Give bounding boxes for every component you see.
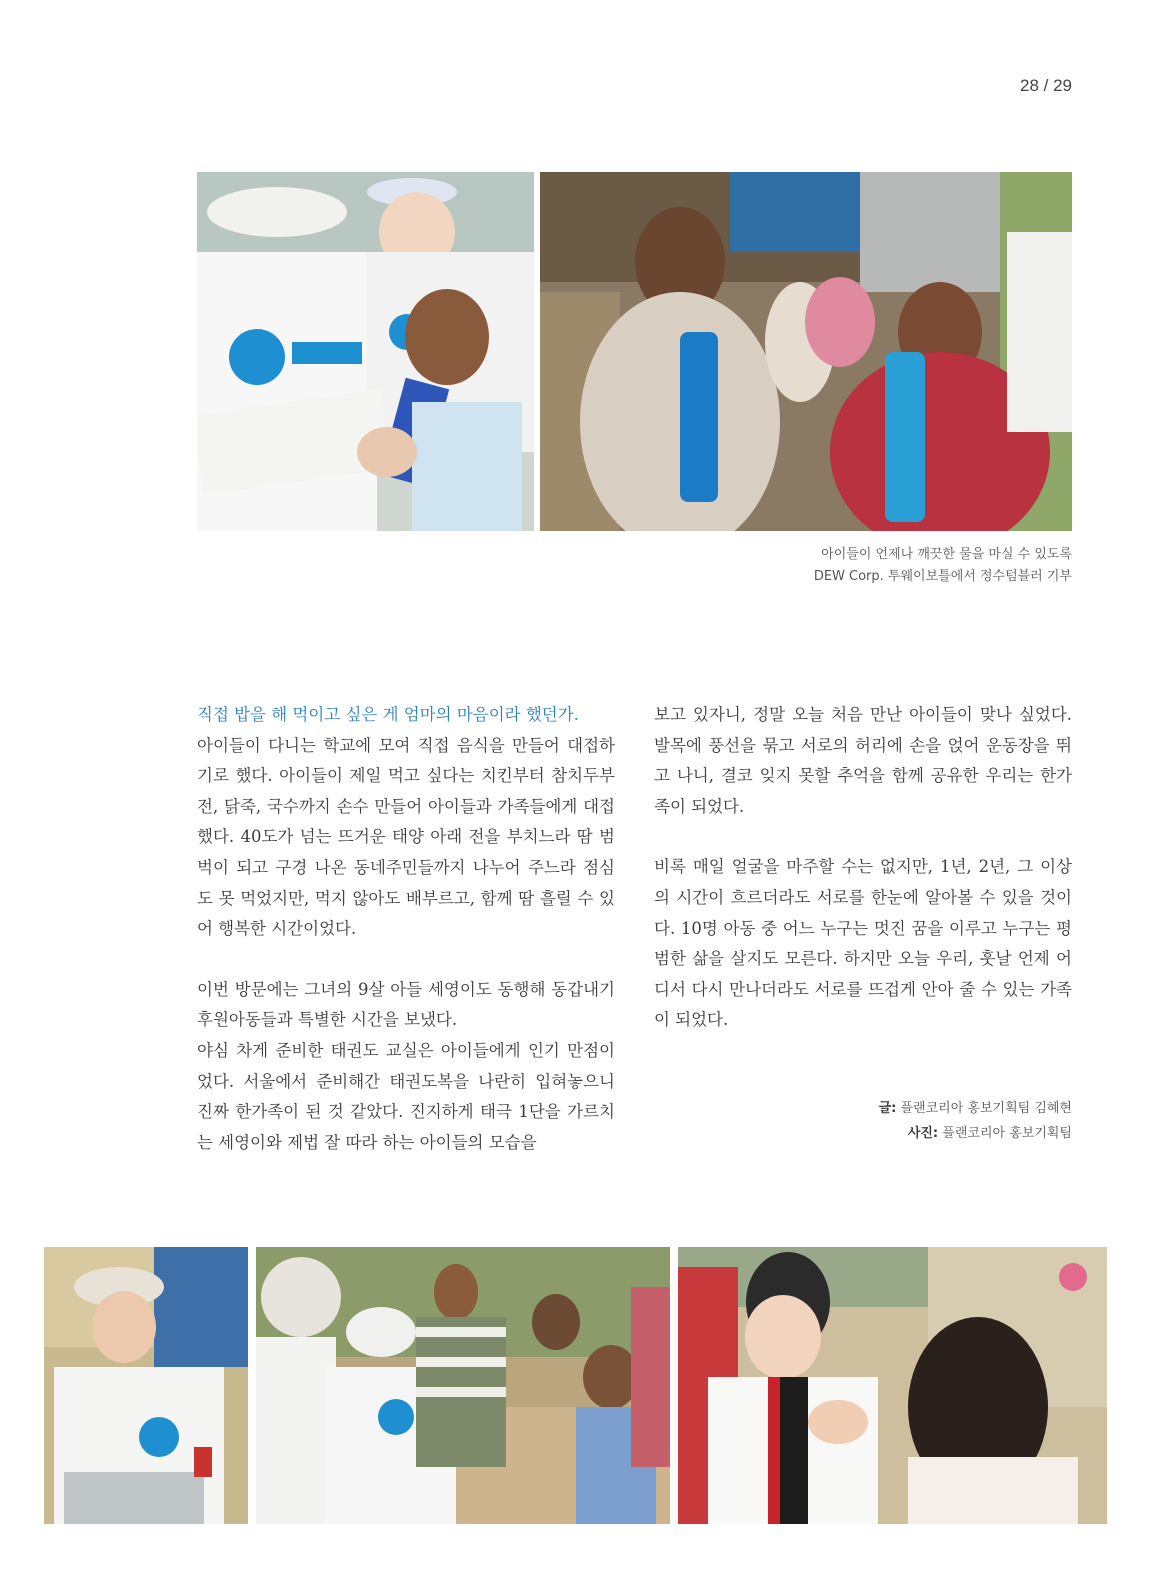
- page-number: 28 / 29: [1020, 76, 1072, 95]
- photo-volunteer-cooking: [44, 1247, 248, 1524]
- writer-label: 글:: [878, 1101, 897, 1116]
- photo-caption: [814, 544, 1072, 588]
- lead-sentence: 직접 밥을 해 먹이고 싶은 게 엄마의 마음이라 했던가.: [197, 705, 579, 724]
- credits: [879, 1096, 1072, 1146]
- photo-volunteer-giving-water-bottle: [197, 172, 534, 531]
- paragraph: 비록 매일 얼굴을 마주할 수는 없지만, 1년, 2년, 그 이상의 시간이 흐르더라도 서로를 한눈에 알아볼 수 있을 것이다. 10명 아동 중 어느 누구는 멋진 꿈을 이루고 누구는 평범한 삶을 살지도 모른다. 하지만 오늘 우리, 훗날 언제 어디서 다시 만나더라도 서로를 뜨겁게 안아 줄 수 있는 가족이 되었다.: [654, 857, 1072, 1030]
- photo-taekwondo-class: [678, 1247, 1107, 1524]
- caption-line-2: DEW Corp. 투웨이보틀에서 정수텀블러 기부: [813, 569, 1072, 584]
- paragraph: 보고 있자니, 정말 오늘 처음 만난 아이들이 맞나 싶었다. 발목에 풍선을 묶고 서로의 허리에 손을 얹어 운동장을 뛰고 나니, 결코 잊지 못할 추억을 함께 공유한 우리는 한가족이 되었다.: [654, 705, 1072, 816]
- paragraph: 아이들이 다니는 학교에 모여 직접 음식을 만들어 대접하기로 했다. 아이들이 제일 먹고 싶다는 치킨부터 참치두부전, 닭죽, 국수까지 손수 만들어 아이들과 가족들에게 대접했다. 40도가 넘는 뜨거운 태양 아래 전을 부치느라 땀 범벅이 되고 구경 나온 동네주민들까지 나누어 주느라 점심도 못 먹었지만, 먹지 않아도 배부르고, 함께 땀 흘릴 수 있어 행복한 시간이었다.: [197, 735, 615, 939]
- photo-girls-holding-tumblers: [540, 172, 1072, 531]
- caption-line-1: 아이들이 언제나 깨끗한 물을 마실 수 있도록: [821, 547, 1072, 562]
- writer-credit: [879, 1096, 1072, 1121]
- paragraph: 야심 차게 준비한 태권도 교실은 아이들에게 인기 만점이었다. 서울에서 준비해간 태권도복을 나란히 입혀놓으니 진짜 한가족이 된 것 같았다. 진지하게 태극 1단을 가르치는 세영이와 제법 잘 따라 하는 아이들의 모습을: [197, 1040, 615, 1152]
- article-column-left: [197, 700, 615, 1158]
- article-column-right: [654, 700, 1072, 1036]
- writer-name: 플랜코리아 홍보기획팀 김혜현: [900, 1101, 1072, 1116]
- photo-children-gathering: [256, 1247, 670, 1524]
- paragraph: 이번 방문에는 그녀의 9살 아들 세영이도 동행해 동갑내기 후원아동들과 특별한 시간을 보냈다.: [197, 979, 615, 1030]
- photo-credit: [879, 1121, 1072, 1146]
- photo-label: 사진:: [907, 1126, 939, 1141]
- photo-name: 플랜코리아 홍보기획팀: [942, 1126, 1072, 1141]
